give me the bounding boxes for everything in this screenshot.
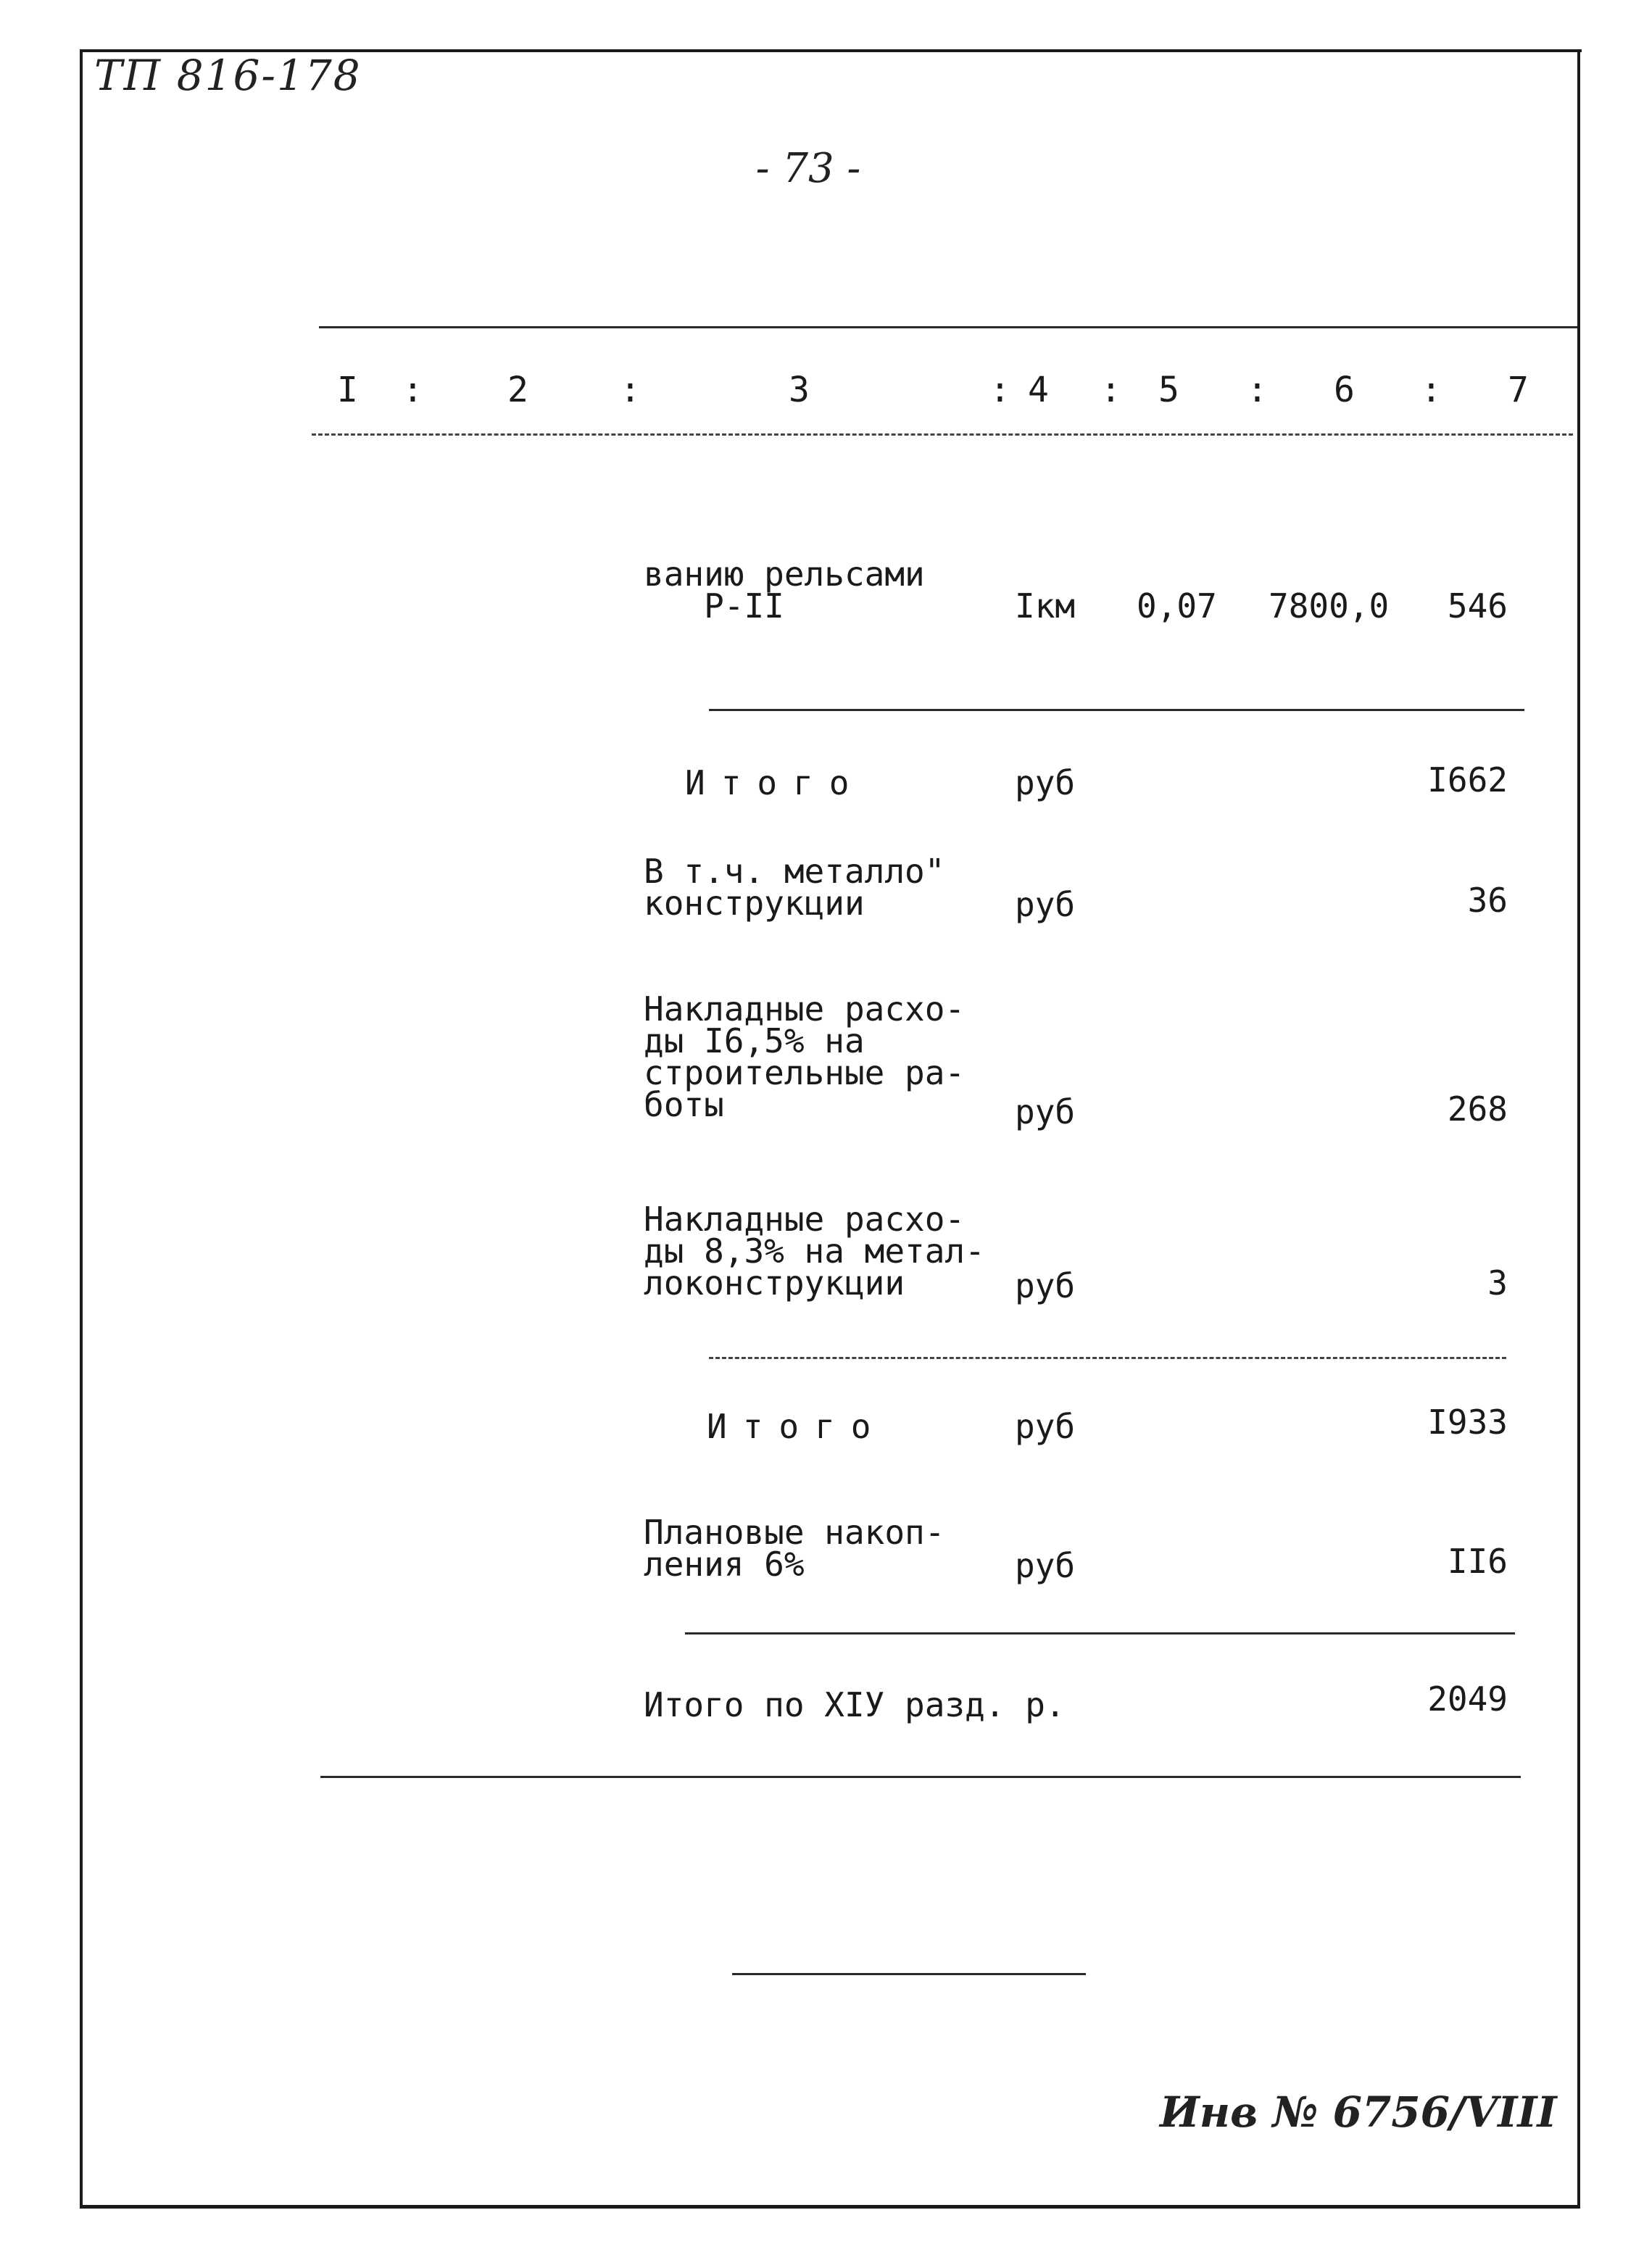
row-total: I662 (1427, 760, 1508, 799)
row-total: 546 (1447, 586, 1508, 626)
row-unit: руб (1015, 1407, 1076, 1446)
row-unit: Iкм (1015, 586, 1076, 626)
row-unit: руб (1015, 1266, 1076, 1305)
row-total: II6 (1447, 1542, 1508, 1581)
column-separator: : (620, 370, 641, 410)
column-number: 4 (1028, 370, 1049, 410)
row-unit: руб (1015, 885, 1076, 924)
closing-rule (732, 1973, 1086, 1975)
column-number: 3 (789, 370, 810, 410)
row-total: 3 (1487, 1263, 1508, 1303)
column-number: 5 (1158, 370, 1179, 410)
subtotal-label: Итого (707, 1407, 887, 1446)
column-number: I (337, 370, 358, 410)
row-unit: руб (1015, 763, 1076, 802)
frame-left-border (80, 49, 83, 2208)
document-code: ТП 816-178 (94, 51, 362, 100)
row-description: ванию рельсами Р-II (644, 554, 925, 626)
subtotal-rule (685, 1632, 1515, 1634)
column-separator: : (1100, 370, 1121, 410)
header-top-rule (319, 326, 1577, 328)
row-total: I933 (1427, 1403, 1508, 1442)
frame-bottom-border (80, 2205, 1580, 2209)
row-total: 268 (1447, 1089, 1508, 1129)
frame-right-border (1577, 49, 1580, 2208)
column-separator: : (402, 370, 423, 410)
row-description: Накладные расхо- ды I6,5% на строительные ра- боты (644, 989, 966, 1124)
subtotal-rule (709, 709, 1524, 711)
column-number: 6 (1334, 370, 1355, 410)
row-description: Накладные расхо- ды 8,3% на метал- локонструкции (644, 1200, 985, 1303)
section-total-value: 2049 (1427, 1679, 1508, 1719)
subtotal-label: Итого (685, 763, 865, 802)
column-separator: : (989, 370, 1010, 410)
row-unit: руб (1015, 1546, 1076, 1585)
subtotal-rule (709, 1357, 1506, 1359)
row-price: 7800,0 (1269, 586, 1390, 626)
column-number: 7 (1508, 370, 1529, 410)
column-number: 2 (507, 370, 528, 410)
header-bottom-rule (312, 433, 1573, 436)
row-unit: руб (1015, 1092, 1076, 1131)
inventory-number: Инв № 6756/VIII (1160, 2088, 1557, 2137)
page-number: - 73 - (755, 145, 861, 192)
column-separator: : (1421, 370, 1442, 410)
row-description: Плановые накоп- ления 6% (644, 1513, 945, 1584)
row-description: В т.ч. металло" конструкции (644, 852, 945, 923)
row-total: 36 (1467, 881, 1508, 920)
column-separator: : (1247, 370, 1268, 410)
row-quantity: 0,07 (1137, 586, 1217, 626)
table-bottom-rule (320, 1776, 1521, 1778)
section-total-label: Итого по XIУ разд. р. (644, 1685, 1066, 1724)
